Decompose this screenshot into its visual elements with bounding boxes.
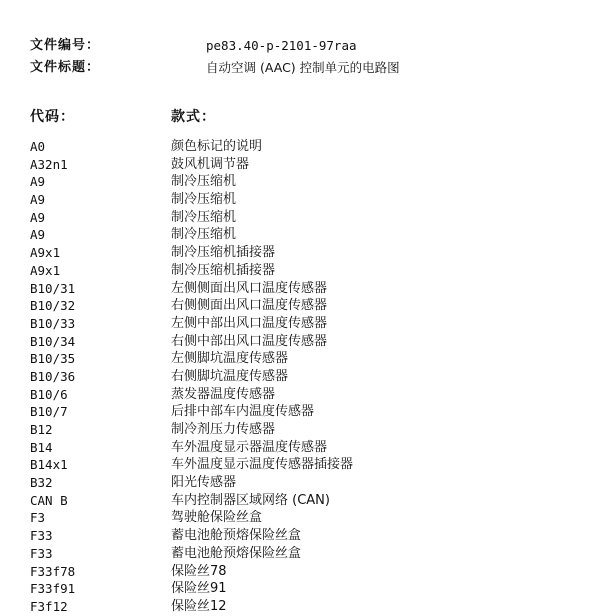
- component-code: B10/34: [30, 333, 76, 349]
- component-description: 保险丝78: [171, 563, 227, 579]
- component-row: [0, 545, 608, 563]
- component-description: 保险丝12: [171, 598, 227, 614]
- component-code: F33: [30, 528, 53, 544]
- component-code: CAN B: [30, 492, 68, 508]
- component-code: A32n1: [30, 156, 68, 172]
- component-code: A9: [30, 227, 46, 243]
- component-description: 蓄电池舱预熔保险丝盒: [171, 545, 302, 561]
- component-description: 鼓风机调节器: [171, 156, 250, 172]
- component-row: [0, 456, 608, 474]
- component-description: 右侧中部出风口温度传感器: [171, 333, 328, 349]
- document-title-label: 文件标题：: [30, 60, 101, 75]
- component-code: F33: [30, 545, 53, 561]
- component-description: 车内控制器区域网络 (CAN): [171, 492, 330, 508]
- component-description: 制冷压缩机: [171, 209, 237, 225]
- component-code: B10/35: [30, 351, 76, 367]
- component-code: F3: [30, 510, 46, 526]
- component-description: 制冷压缩机: [171, 174, 237, 190]
- component-row: [0, 368, 608, 386]
- component-row: [0, 474, 608, 492]
- component-row: [0, 262, 608, 280]
- component-description: 右侧侧面出风口温度传感器: [171, 298, 328, 314]
- component-row: [0, 297, 608, 315]
- component-row: [0, 509, 608, 527]
- description-column-header: 款式：: [171, 109, 216, 125]
- component-row: [0, 403, 608, 421]
- component-description: 制冷压缩机插接器: [171, 262, 276, 278]
- component-description: 左侧脚坑温度传感器: [171, 351, 289, 367]
- component-code: B10/36: [30, 368, 76, 384]
- component-code: A9x1: [30, 262, 61, 278]
- component-code: A0: [30, 139, 46, 154]
- component-row: [0, 598, 608, 616]
- component-description: 车外温度显示温度传感器插接器: [171, 457, 354, 473]
- component-row: [0, 191, 608, 209]
- component-row: [0, 439, 608, 457]
- component-description: 制冷压缩机插接器: [171, 245, 276, 261]
- document-number-label: 文件编号：: [30, 38, 101, 53]
- component-code: A9: [30, 192, 46, 208]
- component-description: 左侧中部出风口温度传感器: [171, 315, 328, 331]
- component-row: [0, 244, 608, 262]
- component-code: B10/7: [30, 404, 68, 420]
- component-row: [0, 421, 608, 439]
- component-code: F33f78: [30, 563, 76, 579]
- component-code: B10/33: [30, 315, 76, 331]
- component-description: 蓄电池舱预熔保险丝盒: [171, 528, 302, 544]
- component-row: [0, 563, 608, 581]
- component-description: 车外温度显示器温度传感器: [171, 439, 328, 455]
- component-code: A9: [30, 209, 46, 225]
- component-code: A9x1: [30, 245, 61, 261]
- component-code: B12: [30, 422, 53, 437]
- component-code: F33f91: [30, 581, 76, 597]
- component-row: [0, 156, 608, 174]
- component-description: 驾驶舱保险丝盒: [171, 510, 263, 526]
- component-code: B14: [30, 439, 53, 455]
- document-title-value: 自动空调 (AAC) 控制单元的电路图: [206, 60, 400, 75]
- component-row: [0, 138, 608, 156]
- component-code: B14x1: [30, 457, 68, 473]
- component-code: B10/32: [30, 298, 76, 314]
- component-description: 后排中部车内温度传感器: [171, 404, 315, 420]
- component-row: [0, 580, 608, 598]
- component-description: 保险丝91: [171, 581, 227, 597]
- component-row: [0, 527, 608, 545]
- component-code: F3f12: [30, 598, 68, 614]
- component-row: [0, 333, 608, 351]
- component-description: 右侧脚坑温度传感器: [171, 368, 289, 384]
- component-row: [0, 209, 608, 227]
- component-description: 颜色标记的说明: [171, 139, 263, 154]
- component-description: 制冷剂压力传感器: [171, 422, 276, 437]
- component-code: B10/31: [30, 280, 76, 296]
- component-row: [0, 350, 608, 368]
- component-row: [0, 280, 608, 298]
- document-number-value: pe83.40-p-2101-97raa: [206, 38, 357, 53]
- component-code: B10/6: [30, 386, 68, 402]
- component-description: 蒸发器温度传感器: [171, 386, 276, 402]
- component-row: [0, 492, 608, 510]
- code-column-header: 代码：: [30, 109, 75, 125]
- component-row: [0, 173, 608, 191]
- component-row: [0, 226, 608, 244]
- component-description: 左侧侧面出风口温度传感器: [171, 280, 328, 296]
- component-code: B32: [30, 475, 53, 491]
- component-code: A9: [30, 174, 46, 190]
- component-list: [0, 138, 608, 616]
- component-description: 阳光传感器: [171, 475, 237, 491]
- component-row: [0, 315, 608, 333]
- component-description: 制冷压缩机: [171, 192, 237, 208]
- component-row: [0, 386, 608, 404]
- component-description: 制冷压缩机: [171, 227, 237, 243]
